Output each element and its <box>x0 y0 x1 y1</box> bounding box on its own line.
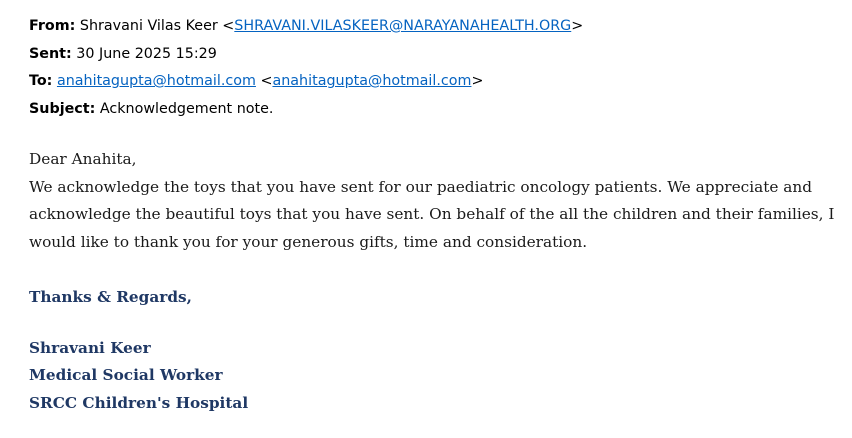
signature-name: Shravani Keer <box>29 338 151 357</box>
signature-title: Medical Social Worker <box>29 366 223 384</box>
to-display-link[interactable]: anahitagupta@hotmail.com <box>56 73 256 89</box>
closing: Thanks & Regards, <box>29 288 192 306</box>
subject-value: Acknowledgement note. <box>99 100 274 117</box>
body-line-2: acknowledge the beautiful toys that you have sent. On behalf of the all the children and their families, I <box>29 205 835 223</box>
from-email-link[interactable]: SHRAVANI.VILASKEER@NARAYANAHEALTH.ORG <box>234 18 572 34</box>
from-email-close: > <box>571 18 584 34</box>
subject-label: Subject: <box>29 100 96 117</box>
to-email-link[interactable]: anahitagupta@hotmail.com <box>272 73 472 89</box>
to-row <box>29 69 852 97</box>
signature-block <box>29 335 852 418</box>
from-label: From: <box>29 18 76 34</box>
body-line-1: We acknowledge the toys that you have sent for our paediatric oncology patients. We appreciate and <box>29 177 813 196</box>
subject-row <box>29 97 852 125</box>
from-name: Shravani Vilas Keer < <box>79 18 235 34</box>
body-line-3: would like to thank you for your generous gifts, time and consideration. <box>29 232 588 251</box>
greeting: Dear Anahita, <box>29 150 137 168</box>
signature-organization: SRCC Children's Hospital <box>29 393 249 412</box>
sent-row <box>29 42 852 70</box>
to-email-open: < <box>260 73 273 89</box>
to-label: To: <box>29 73 53 89</box>
from-row <box>29 14 852 42</box>
sent-value: 30 June 2025 15:29 <box>76 45 217 62</box>
to-email-close: > <box>471 73 484 89</box>
sent-label: Sent: <box>29 45 72 62</box>
